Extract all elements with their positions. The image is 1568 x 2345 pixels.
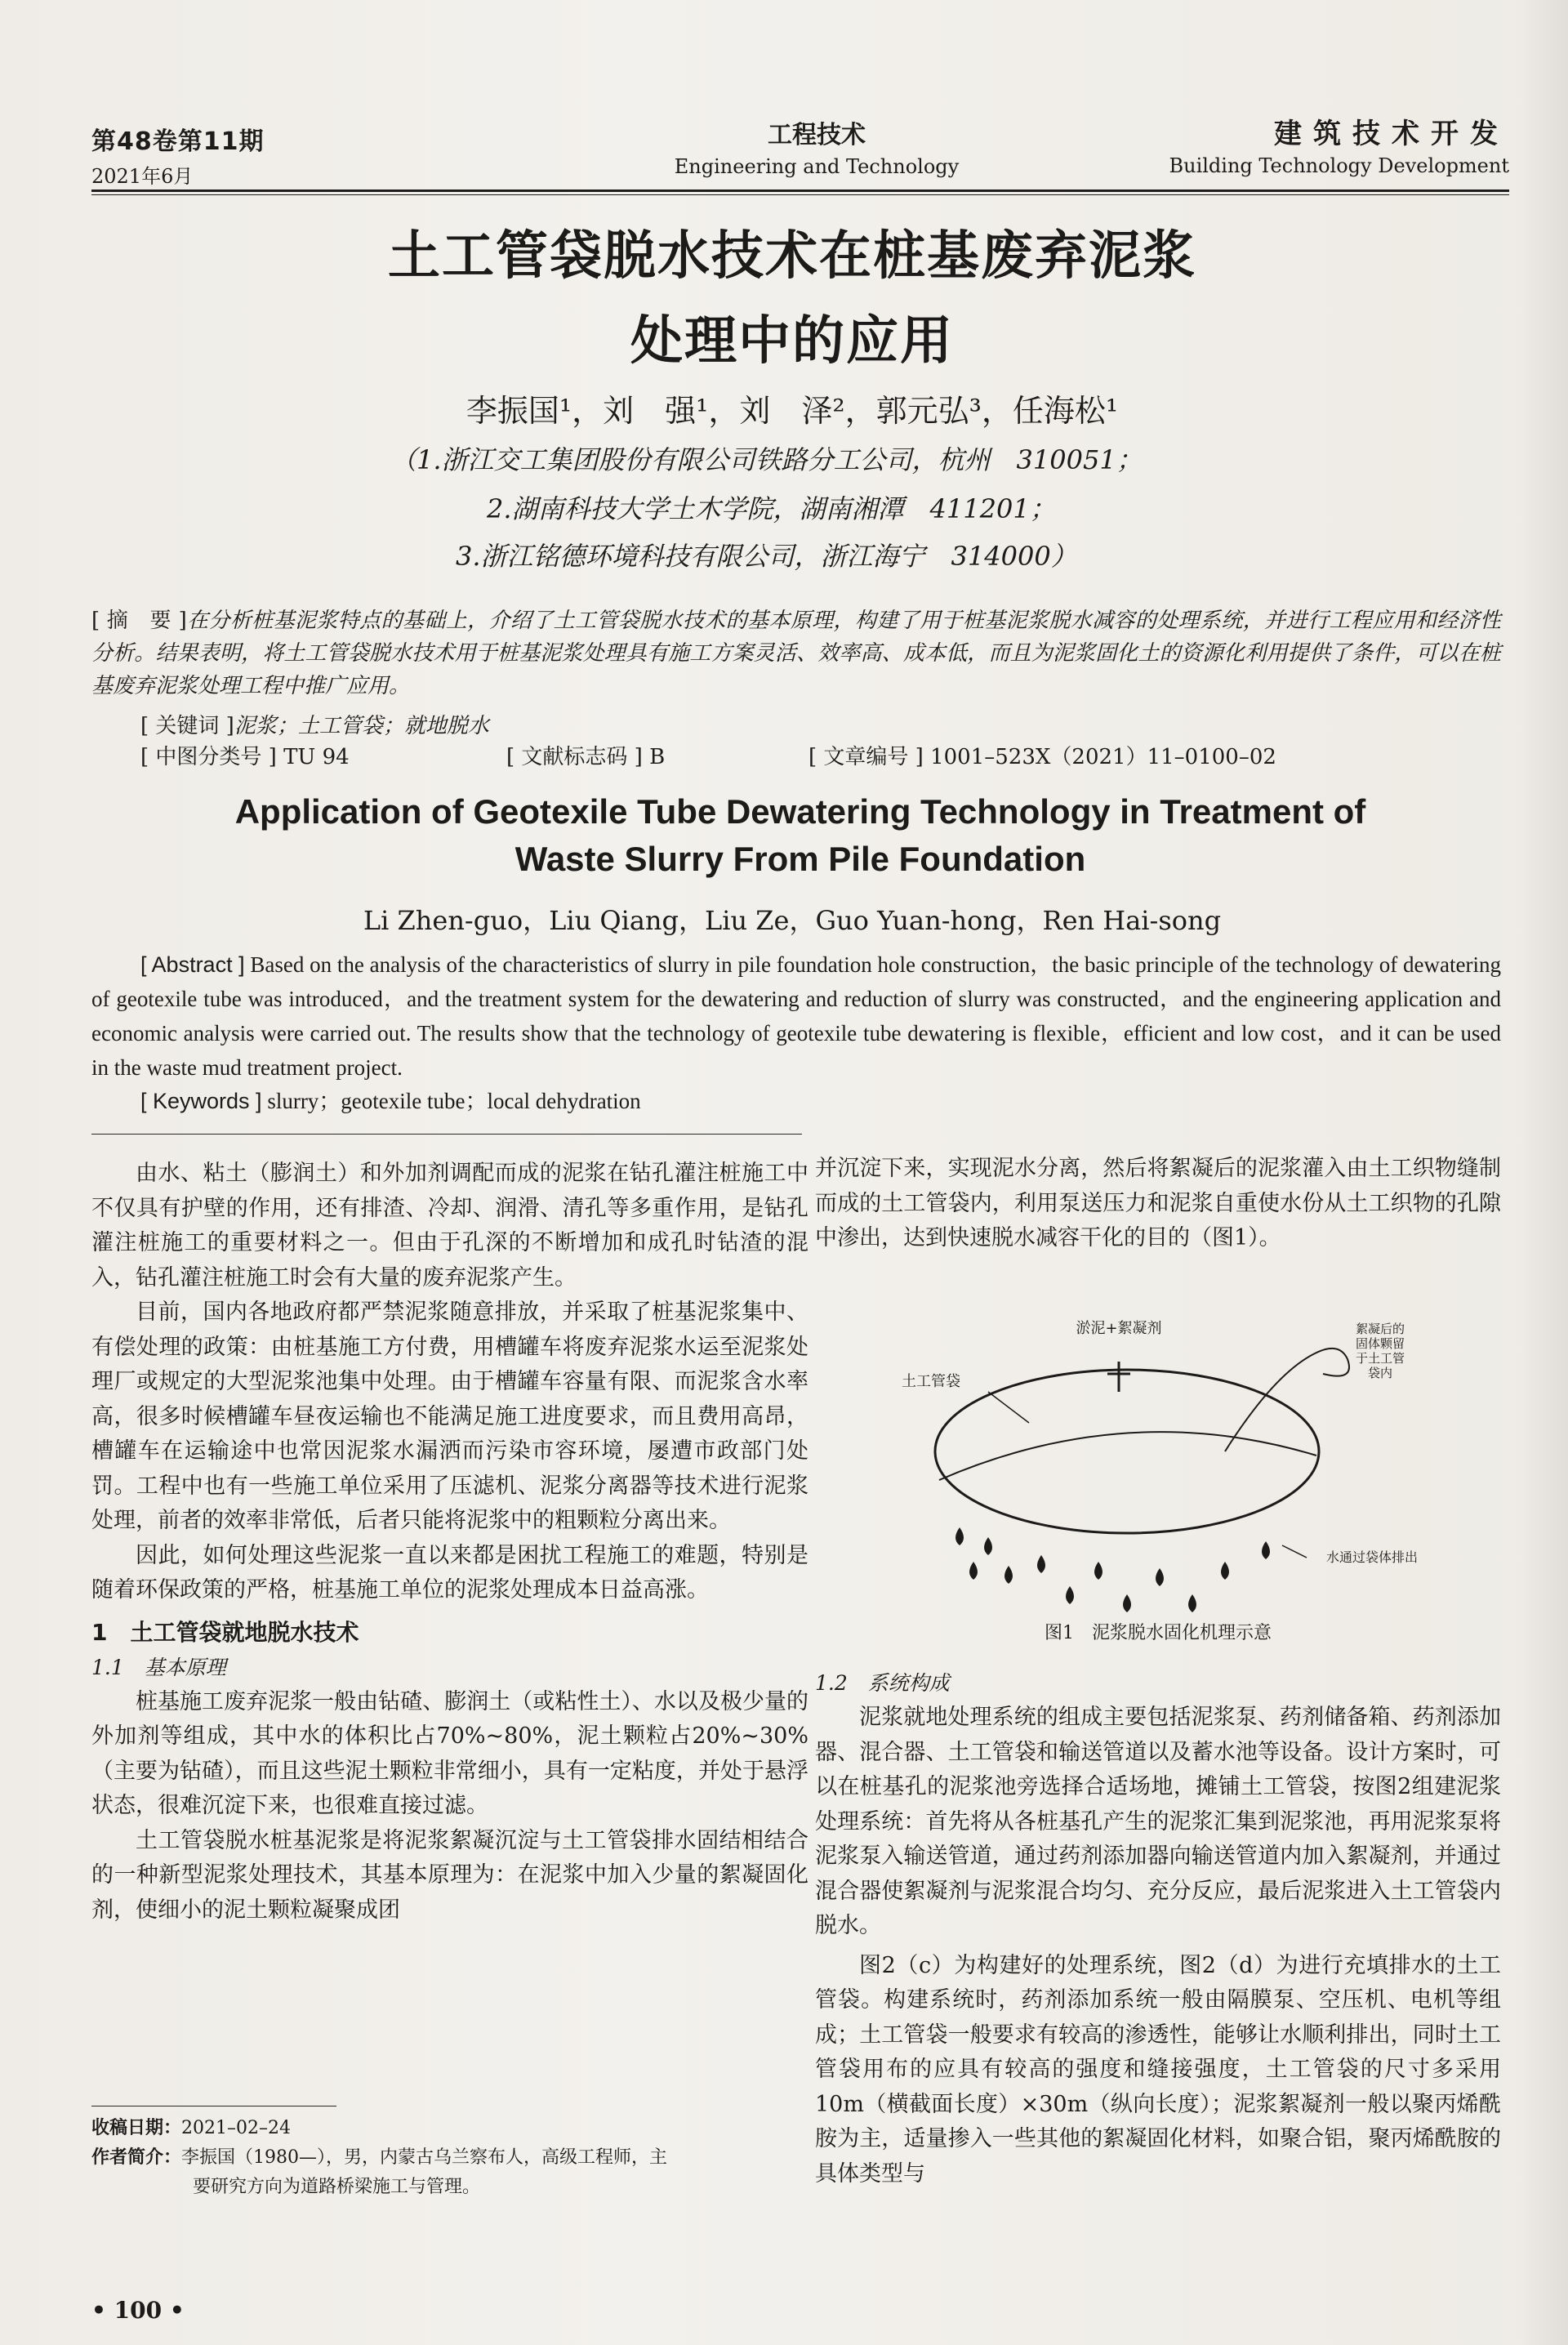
figure-label-solids-2: 固体颗留 <box>1355 1336 1405 1351</box>
body-paragraph: 土工管袋脱水桩基泥浆是将泥浆絮凝沉淀与土工管袋排水固结相结合的一种新型泥浆处理技术，其基本原理为：在泥浆中加入少量的絮凝固化剂，使细小的泥土颗粒凝聚成团 <box>91 1827 808 1923</box>
paper-title-cn-line2: 处理中的应用 <box>630 311 954 372</box>
footnote-bio <box>91 2143 794 2173</box>
inlet-pipe-icon <box>1107 1362 1130 1392</box>
doc-value: B <box>649 745 666 769</box>
body-paragraph: 桩基施工废弃泥浆一般由钻碴、膨润土（或粘性土）、水以及极少量的外加剂等组成，其中水的体积比占70%~80%，泥土颗粒占20%~30%（主要为钻碴），而且这些泥土颗粒非常细小，具有一定粘度，并处于悬浮状态，很难沉淀下来，也很难直接过滤。 <box>91 1688 808 1818</box>
slurry-surface-line <box>939 1432 1316 1480</box>
bio-text-1: 李振国（1980—），男，内蒙古乌兰察布人，高级工程师，主 <box>181 2147 668 2168</box>
clc-value: TU 94 <box>283 745 350 769</box>
bio-label: 作者简介： <box>91 2147 182 2168</box>
droplet-icon <box>1004 1566 1013 1584</box>
footnote-bio-cont: 要研究方向为道路桥梁施工与管理。 <box>193 2177 481 2197</box>
abstract-en-label: [ Abstract ] <box>140 952 245 977</box>
figure-label-solids-1: 絮凝后的 <box>1355 1322 1405 1336</box>
droplet-icon <box>1188 1594 1196 1612</box>
header-rule <box>91 189 1509 192</box>
clc-label: [ 中图分类号 ] <box>140 745 277 769</box>
body-paragraph: 泥浆就地处理系统的组成主要包括泥浆泵、药剂储备箱、药剂添加器、混合器、土工管袋和输送管道以及蓄水池等设备。设计方案时，可以在桩基孔的泥浆池旁选择合适场地，摊铺土工管袋，按图2组建泥浆处理系统：首先将从各桩基孔产生的泥浆汇集到泥浆池，再用泥浆泵将泥浆泵入输送管道，通过药剂添加器向输送管道内加入絮凝剂，并通过混合器使絮凝剂与泥浆混合均匀、充分反应，最后泥浆进入土工管袋内脱水。 <box>815 1705 1501 1938</box>
keywords-en-text: slurry；geotexile tube；local dehydration <box>261 1089 641 1113</box>
figure-1-diagram <box>882 1317 1454 1660</box>
body-paragraph: 由水、粘土（膨润土）和外加剂调配而成的泥浆在钻孔灌注桩施工中不仅具有护壁的作用，还有排渣、冷却、润滑、清孔等多重作用，是钻孔灌注桩施工的重要材料之一。但由于孔深的不断增加和成孔时钻渣的混入，钻孔灌注桩施工时会有大量的废弃泥浆产生。 <box>91 1161 808 1291</box>
droplet-icon <box>969 1562 978 1580</box>
affiliation-3: 3.浙江铭德环境科技有限公司，浙江海宁 314000） <box>456 541 1077 572</box>
paper-title-cn-line1: 土工管袋脱水技术在桩基废弃泥浆 <box>388 226 1196 287</box>
body-paragraph: 目前，国内各地政府都严禁泥浆随意排放，并采取了桩基泥浆集中、有偿处理的政策：由桩基施工方付费，用槽罐车将废弃泥浆水运至泥浆处理厂或规定的大型泥浆池集中处理。由于槽罐车容量有限、而泥浆含水率高，很多时候槽罐车昼夜运输也不能满足施工进度要求，而且费用高昂，槽罐车在运输途中也常因泥浆水漏洒而污染市容环境，屡遭市政部门处罚。工程中也有一些施工单位采用了压滤机、泥浆分离器等技术进行泥浆处理，前者的效率非常低，后者只能将泥浆中的粗颗粒分离出来。 <box>91 1300 808 1533</box>
keywords-en <box>140 1083 641 1115</box>
art-label: [ 文章编号 ] <box>808 745 924 769</box>
art-value: 1001–523X（2021）11–0100–02 <box>930 745 1276 769</box>
droplet-icon <box>1066 1586 1074 1604</box>
droplet-icon <box>1156 1568 1164 1586</box>
droplet-icon <box>1221 1562 1229 1580</box>
keywords-cn-text: 泥浆；土工管袋；就地脱水 <box>234 714 489 738</box>
publication-date: 2021年6月 <box>91 165 194 188</box>
droplet-icon <box>1037 1555 1045 1573</box>
pointer-curve <box>1225 1349 1349 1451</box>
affiliation-1: （1.浙江交工集团股份有限公司铁路分工公司，杭州 310051； <box>390 444 1143 475</box>
doc-label: [ 文献标志码 ] <box>506 745 643 769</box>
body-left-column <box>91 1157 808 1928</box>
body-paragraph: 并沉淀下来，实现泥水分离，然后将絮凝后的泥浆灌入由土工织物缝制而成的土工管袋内，利用泵送压力和泥浆自重使水份从土工织物的孔隙中渗出，达到快速脱水减容干化的目的（图1）。 <box>815 1156 1501 1251</box>
droplet-icon <box>984 1537 992 1555</box>
droplet-icon <box>1123 1594 1131 1612</box>
header-journal <box>1169 111 1509 177</box>
journal-name-en: Building Technology Development <box>1169 154 1509 177</box>
drain-leader <box>1282 1545 1307 1558</box>
keywords-cn <box>140 709 489 739</box>
figure-label-tube: 土工管袋 <box>902 1373 960 1390</box>
figure-1-caption: 图1 泥浆脱水固化机理示意 <box>1045 1623 1272 1643</box>
geotextile-tube-shape <box>935 1370 1319 1533</box>
received-label: 收稿日期： <box>91 2118 182 2138</box>
doc-code <box>506 740 665 770</box>
authors-en: Li Zhen-guo，Liu Qiang，Liu Ze，Guo Yuan-hong，Ren Hai-song <box>363 905 1222 936</box>
keywords-cn-label: [ 关键词 ] <box>140 714 234 738</box>
droplet-icon <box>1094 1562 1102 1580</box>
keywords-en-label: [ Keywords ] <box>140 1089 262 1113</box>
abstract-cn-text: 在分析桩基泥浆特点的基础上，介绍了土工管袋脱水技术的基本原理，构建了用于桩基泥浆脱水减容的处理系统，并进行工程应用和经济性分析。结果表明，将土工管袋脱水技术用于桩基泥浆处理具有施工方案灵活、效率高、成本低，而且为泥浆固化土的资源化利用提供了条件，可以在桩基废弃泥浆处理工程中推广应用。 <box>91 609 1501 698</box>
droplet-icon <box>956 1527 964 1545</box>
affiliation-2: 2.湖南科技大学土木学院，湖南湘潭 411201； <box>487 493 1056 524</box>
figure-label-solids-4: 袋内 <box>1367 1366 1393 1380</box>
abstract-en-text: Based on the analysis of the characteristics of slurry in pile foundation hole construction，the basic principle of the technology of dewatering of geotexile tube was introduced，and the treatment system for the dewatering and reduction of slurry was constructed，and the engineering application and economic analysis were carried out. The results show that the technology of geotexile tube dewatering is flexible，efficient and low cost，and it can be used in the waste mud treatment project. <box>91 952 1501 1080</box>
subsection-heading-1-1: 1.1 基本原理 <box>91 1655 226 1679</box>
classification-row <box>140 740 1300 770</box>
figure-label-inlet: 淤泥+絮凝剂 <box>1076 1320 1162 1337</box>
section-divider <box>91 1134 802 1135</box>
leader-line <box>988 1392 1029 1423</box>
received-date: 2021–02–24 <box>181 2118 291 2138</box>
page-number: • 100 • <box>91 2297 185 2324</box>
page-edge-shadow <box>1519 0 1568 2345</box>
figure-label-solids-3: 于土工管 <box>1355 1351 1405 1366</box>
paper-title-en-line1: Application of Geotexile Tube Dewatering Technology in Treatment of <box>234 792 1366 831</box>
section-heading-1: 1 土工管袋就地脱水技术 <box>91 1618 359 1646</box>
abstract-cn <box>91 604 1501 702</box>
abstract-en <box>91 947 1501 1085</box>
header-section <box>653 114 980 178</box>
body-paragraph: 因此，如何处理这些泥浆一直以来都是困扰工程施工的难题，特别是随着环保政策的严格，桩基施工单位的泥浆处理成本日益高涨。 <box>91 1542 808 1603</box>
body-right-column-bottom <box>815 1666 1501 2191</box>
journal-name-cn: 建筑技术开发 <box>1274 118 1509 150</box>
authors-cn: 李振国¹，刘 强¹，刘 泽²，郭元弘³，任海松¹ <box>466 393 1119 429</box>
section-title-cn: 工程技术 <box>768 121 866 149</box>
article-number <box>808 740 1276 770</box>
body-right-column-top <box>815 1152 1501 1256</box>
footnote-received <box>91 2114 794 2143</box>
paper-title-en-line2: Waste Slurry From Pile Foundation <box>514 840 1086 878</box>
droplet-icon <box>1262 1541 1270 1559</box>
header-rule-thin <box>91 194 1509 195</box>
section-title-en: Engineering and Technology <box>674 155 960 178</box>
abstract-cn-label: [ 摘 要 ] <box>91 609 187 633</box>
volume-issue: 第48卷第11期 <box>91 127 265 156</box>
body-paragraph: 图2（c）为构建好的处理系统，图2（d）为进行充填排水的土工管袋。构建系统时，药剂添加系统一般由隔膜泵、空压机、电机等组成；土工管袋一般要求有较高的渗透性，能够让水顺利排出，同时土工管袋用布的应具有较高的强度和缝接强度，土工管袋的尺寸多采用10m（横截面长度）×30m（纵向长度）；泥浆絮凝剂一般以聚丙烯酰胺为主，适量掺入一些其他的絮凝固化材料，如聚合铝，聚丙烯酰胺的具体类型与 <box>815 1952 1501 2187</box>
header-issue <box>91 121 265 189</box>
subsection-heading-1-2: 1.2 系统构成 <box>815 1671 950 1695</box>
figure-label-drain: 水通过袋体排出 <box>1325 1549 1419 1565</box>
water-droplets <box>956 1527 1270 1612</box>
